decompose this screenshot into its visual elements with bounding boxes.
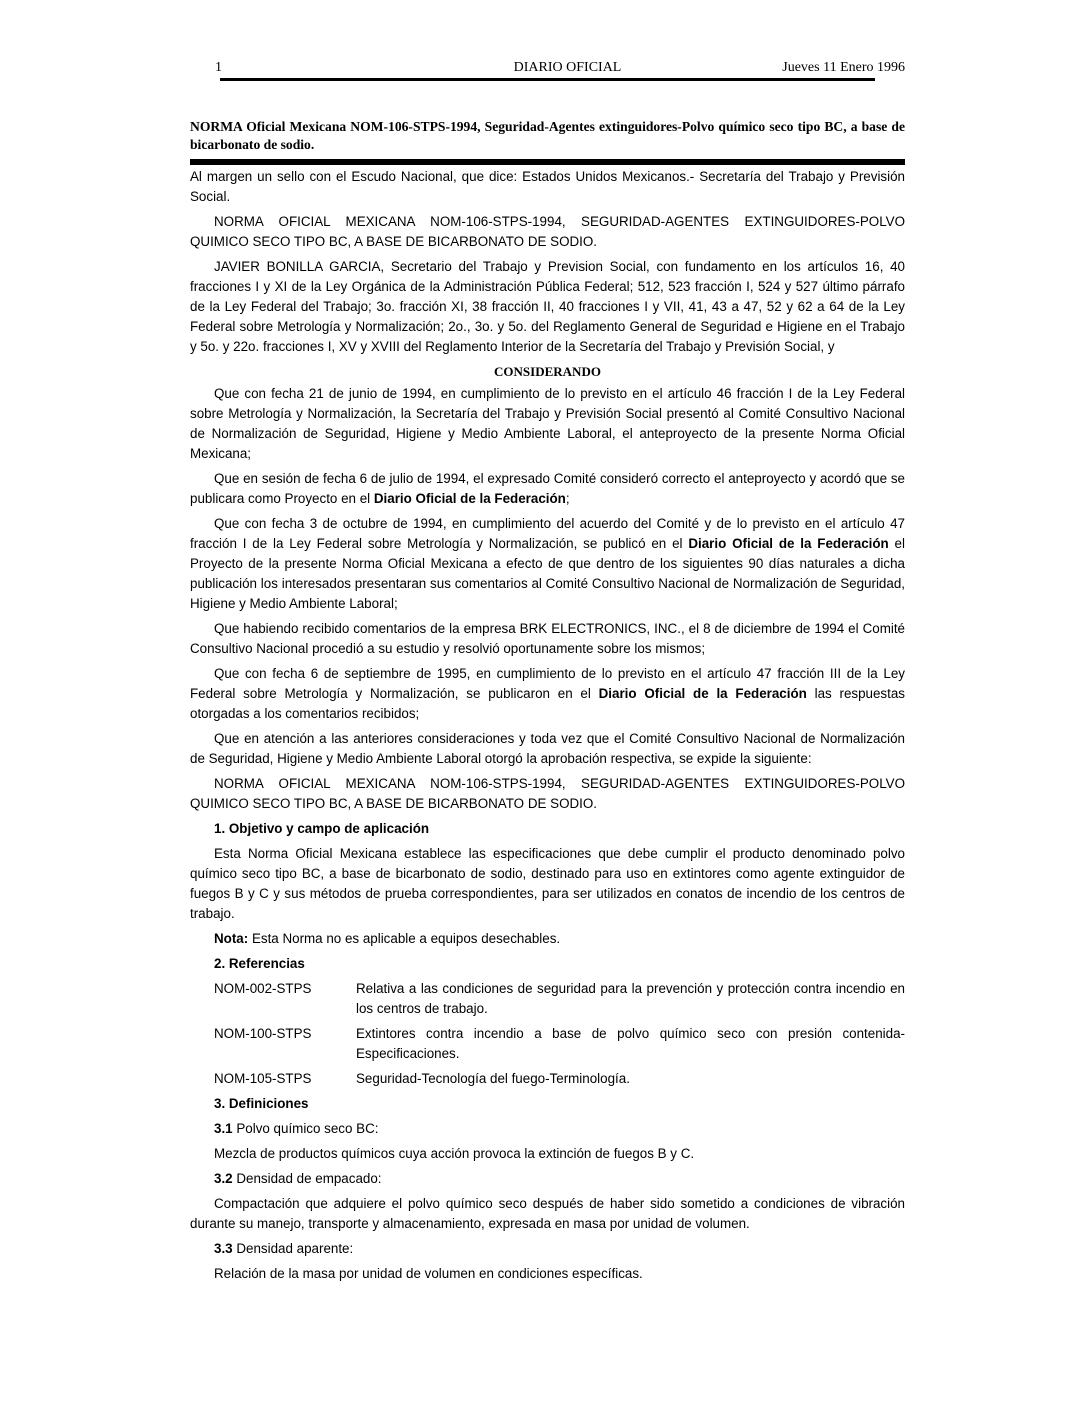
reference-row [214, 1069, 905, 1089]
text-run: el Proyecto de la presente Norma Oficial Mexicana a efecto de que dentro de los siguientes 90 días naturales a dicha publicación los interesados presentaran sus comentarios al Comité Consultivo Nacional de Normalización de Seguridad, Higiene y Medio Ambiente Laboral; [190, 536, 905, 611]
title-rule [190, 159, 905, 165]
definition-text: Relación de la masa por unidad de volumen en condiciones específicas. [214, 1266, 643, 1281]
definition-term [190, 1119, 905, 1139]
definition-text: Mezcla de productos químicos cuya acción provoca la extinción de fuegos B y C. [214, 1146, 695, 1161]
section-2-heading: 2. Referencias [214, 956, 305, 971]
note-text: Esta Norma no es aplicable a equipos desechables. [248, 931, 561, 946]
diario-oficial-ref: Diario Oficial de la Federación [598, 686, 807, 701]
considerando-paragraph-4: Que habiendo recibido comentarios de la empresa BRK ELECTRONICS, INC., el 8 de diciembre de 1994 el Comité Consultivo Nacional procedió a su estudio y resolvió oportunamente sobre los mismos; [190, 621, 905, 656]
reference-code: NOM-105-STPS [214, 1071, 312, 1086]
note-label: Nota: [214, 931, 249, 946]
definition-number: 3.1 [214, 1121, 233, 1136]
page-number: 1 [215, 60, 222, 75]
text-run: las respuestas otorgadas a los comentarios recibidos; [190, 686, 905, 721]
reference-description: Seguridad-Tecnología del fuego-Terminología. [356, 1071, 630, 1086]
definition-number: 3.3 [214, 1241, 233, 1256]
definition-term-text: Polvo químico seco BC: [232, 1121, 379, 1136]
definition-number: 3.2 [214, 1171, 233, 1186]
text-run: ; [565, 491, 570, 506]
considerando-paragraph-2 [190, 469, 905, 509]
considerando-paragraph-3 [190, 514, 905, 614]
reference-row [214, 979, 905, 1019]
considerando-heading: CONSIDERANDO [494, 364, 601, 379]
norma-heading: NORMA OFICIAL MEXICANA NOM-106-STPS-1994, SEGURIDAD-AGENTES EXTINGUIDORES-POLVO QUIMICO SECO TIPO BC, A BASE DE BICARBONATO DE SODIO. [190, 214, 905, 249]
publication-date: Jueves 11 Enero 1996 [782, 60, 905, 75]
reference-row [214, 1024, 905, 1064]
diario-oficial-ref: Diario Oficial de la Federación [373, 491, 566, 506]
publication-name: DIARIO OFICIAL [513, 60, 622, 75]
document-title: NORMA Oficial Mexicana NOM-106-STPS-1994, Seguridad-Agentes extinguidores-Polvo químico seco tipo BC, a base de bicarbonato de sodio. [190, 119, 905, 152]
definition-text: Compactación que adquiere el polvo químico seco después de haber sido sometido a condiciones de vibración durante su manejo, transporte y almacenamiento, expresada en masa por unidad de volumen. [190, 1196, 905, 1231]
definition-term-text: Densidad aparente: [232, 1241, 354, 1256]
section-3-heading: 3. Definiciones [214, 1096, 309, 1111]
legal-basis-paragraph: JAVIER BONILLA GARCIA, Secretario del Trabajo y Prevision Social, con fundamento en los artículos 16, 40 fracciones I y XI de la Ley Orgánica de la Administración Pública Federal; 512, 523 fracción I, 524 y 527 último párrafo de la Ley Federal del Trabajo; 3o. fracción XI, 38 fracción II, 40 fracciones I y VII, 41, 43 a 47, 52 y 62 a 64 de la Ley Federal sobre Metrología y Normalización; 2o., 3o. y 5o. del Reglamento General de Seguridad e Higiene en el Trabajo y 5o. y 22o. fracciones I, XV y XVIII del Reglamento Interior de la Secretaría del Trabajo y Previsión Social, y [190, 259, 905, 354]
section-1-heading: 1. Objetivo y campo de aplicación [214, 821, 430, 836]
reference-description: Extintores contra incendio a base de polvo químico seco con presión contenida-Especificaciones. [356, 1026, 905, 1061]
definition-term [190, 1239, 905, 1259]
text-run: Que con fecha 6 de septiembre de 1995, en cumplimiento de lo previsto en el artículo 47 fracción III de la Ley Federal sobre Metrología y Normalización, se publicaron en el [190, 666, 905, 701]
text-run: Que con fecha 3 de octubre de 1994, en cumplimiento del acuerdo del Comité y de lo previsto en el artículo 47 fracción I de la Ley Federal sobre Metrología y Normalización, se publicó en el [190, 516, 905, 551]
definition-term-text: Densidad de empacado: [232, 1171, 382, 1186]
text-run: Que en sesión de fecha 6 de julio de 1994, el expresado Comité consideró correcto el anteproyecto y acordó que se publicara como Proyecto en el [190, 471, 905, 506]
reference-code: NOM-002-STPS [214, 981, 312, 996]
seal-paragraph: Al margen un sello con el Escudo Nacional, que dice: Estados Unidos Mexicanos.- Secretaría del Trabajo y Previsión Social. [190, 169, 905, 204]
considerando-paragraph-1: Que con fecha 21 de junio de 1994, en cumplimiento de lo previsto en el artículo 46 fracción I de la Ley Federal sobre Metrología y Normalización, la Secretaría del Trabajo y Previsión Social presentó al Comité Consultivo Nacional de Normalización de Seguridad, Higiene y Medio Ambiente Laboral, el anteproyecto de la presente Norma Oficial Mexicana; [190, 386, 905, 461]
norma-heading-repeat: NORMA OFICIAL MEXICANA NOM-106-STPS-1994, SEGURIDAD-AGENTES EXTINGUIDORES-POLVO QUIMICO SECO TIPO BC, A BASE DE BICARBONATO DE SODIO. [190, 776, 905, 811]
considerando-paragraph-5 [190, 664, 905, 724]
diario-oficial-ref: Diario Oficial de la Federación [688, 536, 889, 551]
reference-description: Relativa a las condiciones de seguridad para la prevención y protección contra incendio en los centros de trabajo. [356, 981, 905, 1016]
reference-code: NOM-100-STPS [214, 1026, 312, 1041]
definition-term [190, 1169, 905, 1189]
section-1-note [190, 929, 905, 949]
document-body [190, 167, 905, 1284]
section-1-text: Esta Norma Oficial Mexicana establece las especificaciones que debe cumplir el producto denominado polvo químico seco tipo BC, a base de bicarbonato de sodio, destinado para uso en extintores como agente extinguidor de fuegos B y C y sus métodos de prueba correspondientes, para ser utilizados en conatos de incendio de los centros de trabajo. [190, 846, 905, 921]
header-rule [220, 78, 875, 81]
considerando-paragraph-6: Que en atención a las anteriores consideraciones y toda vez que el Comité Consultivo Nacional de Normalización de Seguridad, Higiene y Medio Ambiente Laboral otorgó la aprobación respectiva, se expide la siguiente: [190, 731, 905, 766]
document-page [190, 58, 905, 1289]
running-header [190, 58, 905, 80]
